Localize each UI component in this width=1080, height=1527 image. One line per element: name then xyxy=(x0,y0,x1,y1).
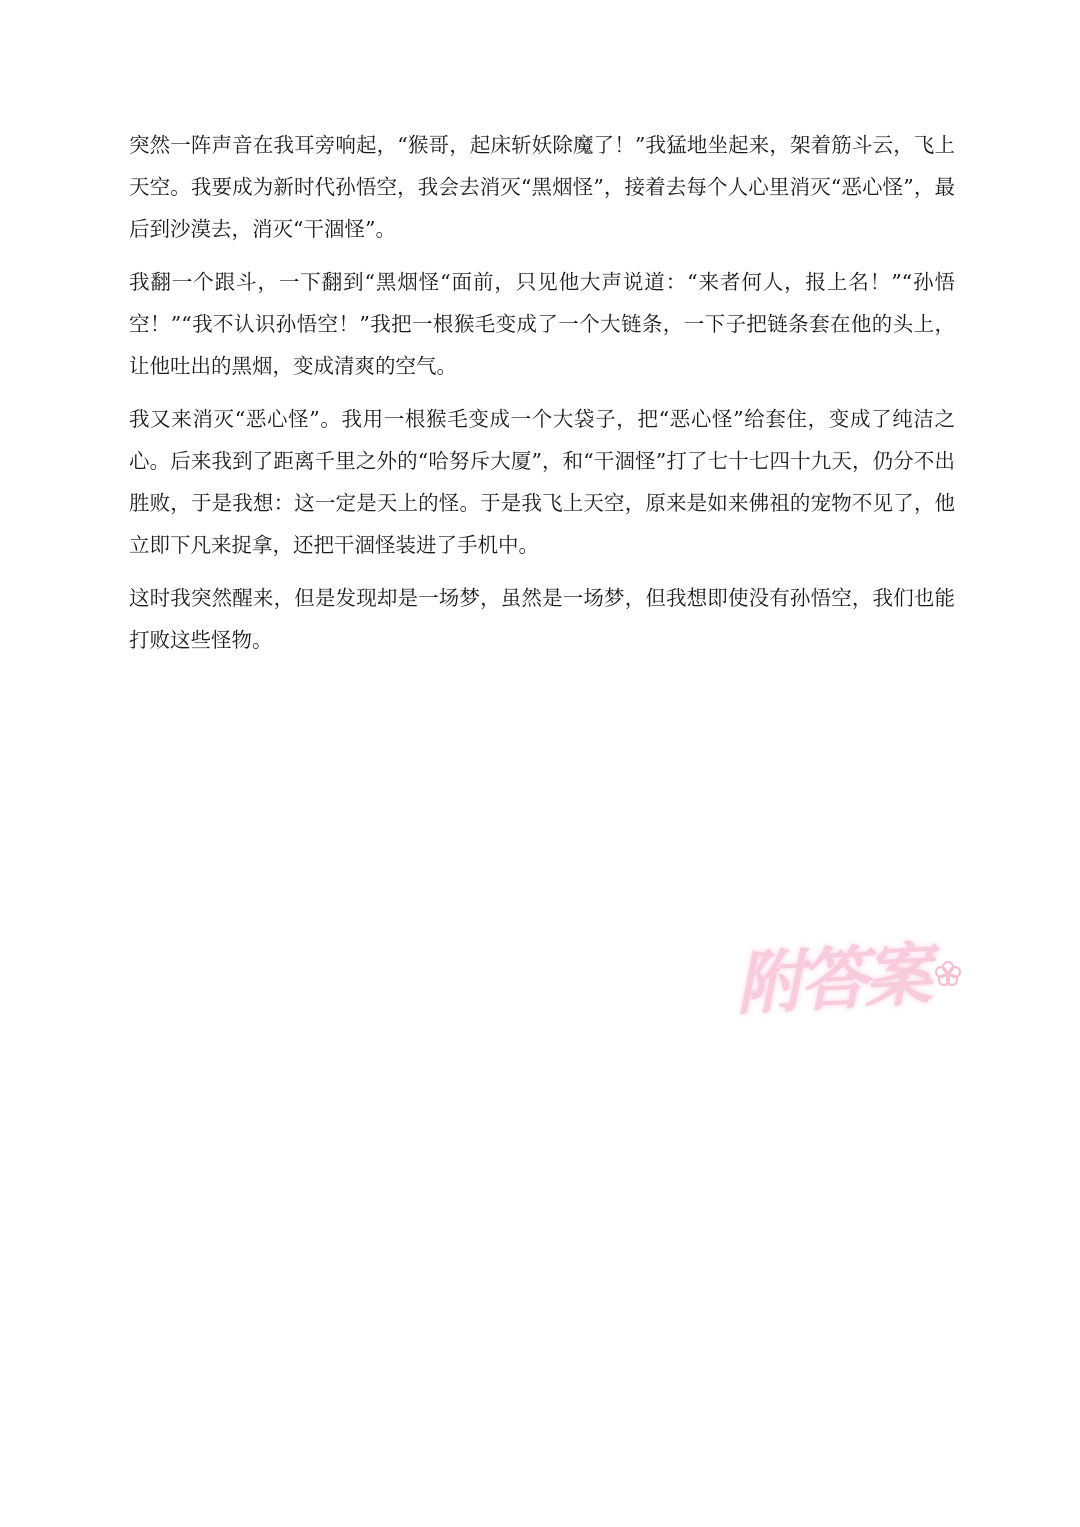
paragraph-1: 突然一阵声音在我耳旁响起，“猴哥，起床斩妖除魔了！”我猛地坐起来，架着筋斗云，飞上天空。我要成为新时代孙悟空，我会去消灭“黑烟怪”，接着去每个人心里消灭“恶心怪”，最后到沙漠去，消灭“干涸怪”。 xyxy=(129,133,955,241)
essay-body xyxy=(129,124,955,672)
paragraph-3: 我又来消灭“恶心怪”。我用一根猴毛变成一个大袋子，把“恶心怪”给套住，变成了纯洁之心。后来我到了距离千里之外的“哈努斥大厦”，和“干涸怪”打了七十七四十九天，仍分不出胜败，于是我想：这一定是天上的怪。于是我飞上天空，原来是如来佛祖的宠物不见了，他立即下凡来捉拿，还把干涸怪装进了手机中。 xyxy=(129,407,955,557)
answer-watermark: 附答案 xyxy=(733,935,930,1025)
paragraph-4: 这时我突然醒来，但是发现却是一场梦，虽然是一场梦，但我想即使没有孙悟空，我们也能打败这些怪物。 xyxy=(129,586,955,652)
flower-icon xyxy=(932,958,964,990)
paragraph-2: 我翻一个跟斗，一下翻到“黑烟怪“面前，只见他大声说道：“来者何人，报上名！”“孙悟空！”“我不认识孙悟空！”我把一根猴毛变成了一个大链条，一下子把链条套在他的头上，让他吐出的黑烟，变成清爽的空气。 xyxy=(129,270,955,378)
